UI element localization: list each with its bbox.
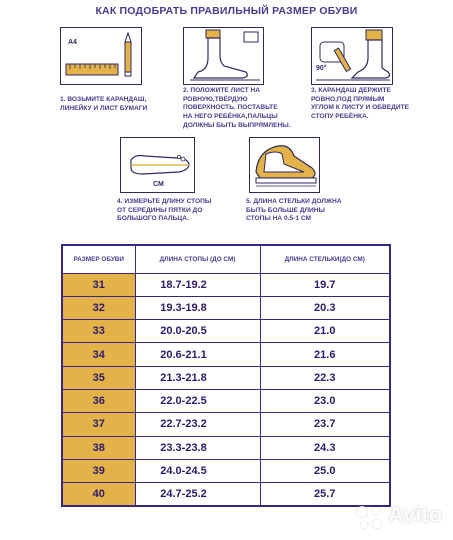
size-cell: 39 (62, 459, 135, 482)
step-3-line-2: РОВНО,ПОД ПРЯМЫМ (311, 95, 385, 103)
watermark-text: Avito (388, 502, 443, 527)
size-cell: 40 (62, 483, 135, 506)
insole-length-cell: 23.0 (260, 389, 390, 412)
avito-logo-icon (352, 502, 386, 532)
table-row (62, 483, 390, 506)
insole-length-cell: 25.7 (260, 483, 390, 506)
foot-length-cell: 20.6-21.1 (135, 343, 260, 366)
step-4-line-3: БОЛЬШОГО ПАЛЬЦА. (117, 215, 189, 223)
step-3-line-3: УГЛОМ К ЛИСТУ И ОБВЕДИТЕ (311, 104, 409, 112)
pencil-ruler-paper-icon (61, 28, 142, 85)
table-row (62, 366, 390, 389)
insole-length-cell: 24.3 (260, 436, 390, 459)
step-1-illustration (60, 27, 142, 85)
angle-label: 90° (316, 65, 327, 72)
size-table (61, 244, 391, 507)
table-row (62, 320, 390, 343)
step-5-line-2: БЫТЬ БОЛЬШЕ ДЛИНЫ (246, 206, 325, 214)
pencil-trace-foot-icon (312, 28, 393, 85)
size-cell: 35 (62, 366, 135, 389)
table-row (62, 389, 390, 412)
foot-length-cell: 22.7-23.2 (135, 413, 260, 436)
foot-length-cell: 21.3-21.8 (135, 366, 260, 389)
foot-length-cell: 20.0-20.5 (135, 320, 260, 343)
step-2-line-3: ПОВЕРХНОСТЬ. ПОСТАВЬТЕ (183, 104, 278, 112)
insole-length-cell: 21.6 (260, 343, 390, 366)
paper-label: A4 (68, 39, 77, 46)
header-foot-length: ДЛИНА СТОПЫ (ДО СМ) (135, 245, 260, 273)
foot-length-cell: 19.3-19.8 (135, 296, 260, 319)
size-cell: 36 (62, 389, 135, 412)
step-4-line-2: ОТ СЕРЕДИНЫ ПЯТКИ ДО (117, 206, 203, 214)
step-4-illustration (120, 137, 195, 193)
unit-label: СМ (153, 181, 164, 188)
foot-outline-measure-icon (121, 138, 195, 193)
step-5-illustration (249, 137, 320, 193)
insole-length-cell: 22.3 (260, 366, 390, 389)
step-1-line-2: ЛИНЕЙКУ И ЛИСТ БУМАГИ (60, 104, 148, 112)
size-cell: 38 (62, 436, 135, 459)
table-row (62, 436, 390, 459)
insole-length-cell: 23.7 (260, 413, 390, 436)
avito-watermark (352, 500, 448, 532)
step-2-line-4: НА НЕГО РЕБЁНКА,ПАЛЬЦЫ (183, 113, 278, 121)
foot-length-cell: 24.7-25.2 (135, 483, 260, 506)
header-size: РАЗМЕР ОБУВИ (62, 245, 135, 273)
foot-length-cell: 23.3-23.8 (135, 436, 260, 459)
table-row (62, 296, 390, 319)
step-4-line-1: 4. ИЗМЕРЬТЕ ДЛИНУ СТОПЫ (117, 198, 212, 205)
insole-length-cell: 19.7 (260, 273, 390, 296)
foot-length-cell: 22.0-22.5 (135, 389, 260, 412)
size-cell: 32 (62, 296, 135, 319)
foot-length-cell: 18.7-19.2 (135, 273, 260, 296)
size-cell: 33 (62, 320, 135, 343)
step-1-line-1: 1. ВОЗЬМИТЕ КАРАНДАШ, (60, 96, 147, 103)
table-row (62, 273, 390, 296)
step-5-line-3: СТОПЫ НА 0.5-1 СМ (246, 215, 312, 223)
step-3-illustration (311, 27, 393, 85)
table-row (62, 459, 390, 482)
insole-length-cell: 20.3 (260, 296, 390, 319)
size-cell: 34 (62, 343, 135, 366)
table-header-row (62, 245, 390, 273)
size-cell: 31 (62, 273, 135, 296)
step-2-illustration (183, 27, 264, 85)
insole-length-cell: 25.0 (260, 459, 390, 482)
table-row (62, 413, 390, 436)
size-cell: 37 (62, 413, 135, 436)
header-insole-length: ДЛИНА СТЕЛЬКИ(ДО СМ) (260, 245, 390, 273)
step-2-line-2: РОВНУЮ,ТВЁРДУЮ (183, 95, 248, 103)
table-row (62, 343, 390, 366)
step-2-line-1: 2. ПОЛОЖИТЕ ЛИСТ НА (183, 87, 261, 94)
foot-in-shoe-icon (250, 138, 320, 193)
step-3-line-4: СТОПУ РЕБЁНКА. (311, 113, 369, 121)
insole-length-cell: 21.0 (260, 320, 390, 343)
step-5-line-1: 5. ДЛИНА СТЕЛЬКИ ДОЛЖНА (246, 198, 342, 205)
page-title: КАК ПОДОБРАТЬ ПРАВИЛЬНЫЙ РАЗМЕР ОБУВИ (95, 5, 358, 17)
step-2-line-5: ДОЛЖНЫ БЫТЬ ВЫПРЯМЛЕНЫ. (183, 121, 291, 129)
foot-length-cell: 24.0-24.5 (135, 459, 260, 482)
step-3-line-1: 3. КАРАНДАШ ДЕРЖИТЕ (311, 87, 391, 94)
foot-on-paper-icon (184, 28, 264, 85)
